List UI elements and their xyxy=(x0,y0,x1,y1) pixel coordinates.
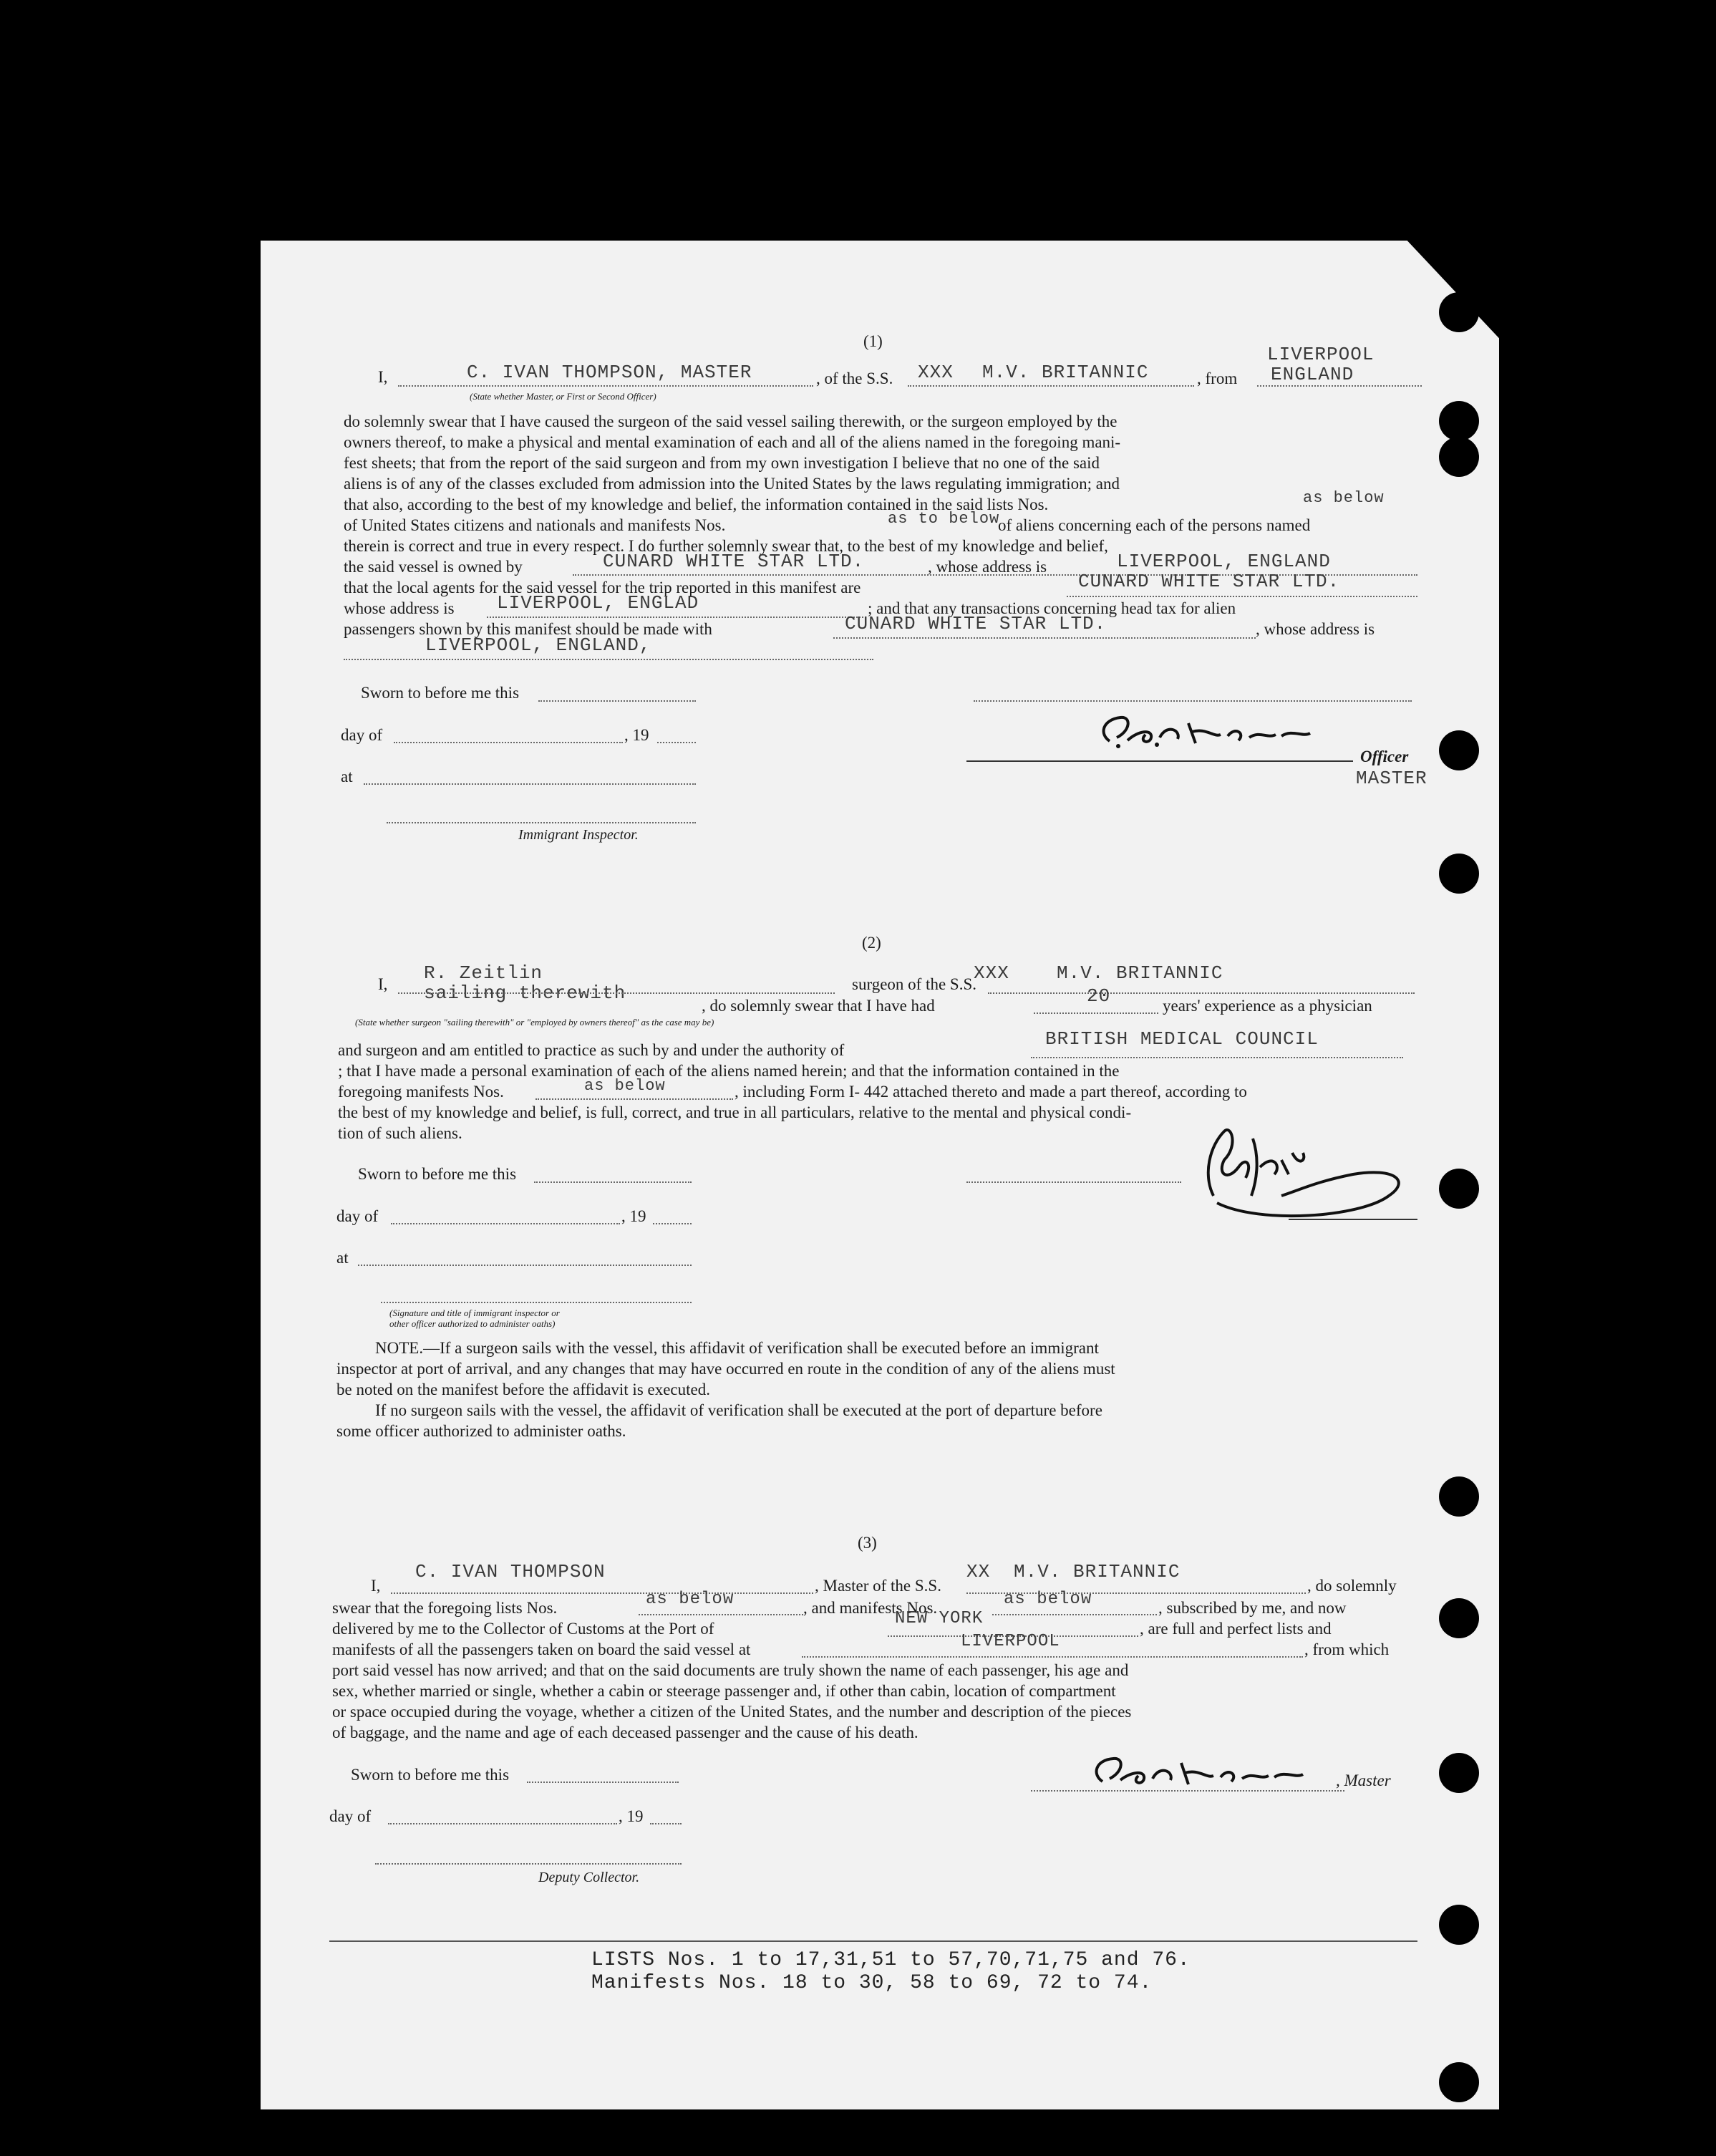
authority-line: and surgeon and am entitled to practice as such by and under the authority of xyxy=(338,1041,845,1059)
from-label: , from xyxy=(1197,369,1238,387)
punch-hole xyxy=(1439,292,1479,332)
sworn-label: Sworn to before me this xyxy=(351,1766,510,1784)
lists-nos-field: as below xyxy=(1303,489,1385,507)
manifests-label: , and manifests Nos. xyxy=(803,1599,938,1617)
note-line: inspector at port of arrival, and any changes that may have occurred en route in the condition of any of the aliens must xyxy=(336,1360,1115,1378)
years-field: 20 xyxy=(1087,985,1111,1007)
owner-address-field: LIVERPOOL, ENGLAND xyxy=(1117,551,1331,572)
from-port-line2: ENGLAND xyxy=(1271,364,1354,385)
surgeon-of-label: surgeon of the S.S. xyxy=(852,975,976,993)
officer-hint: (State whether Master, or First or Second Officer) xyxy=(470,391,656,402)
footer-lists-line: LISTS Nos. 1 to 17,31,51 to 57,70,71,75 and 76. xyxy=(591,1949,1191,1971)
section-number: (1) xyxy=(863,332,883,350)
punch-hole xyxy=(1439,437,1479,477)
whose-address-end: , whose address is xyxy=(1256,620,1375,638)
ss-prefix: XXX xyxy=(974,962,1009,984)
body-line: whose address is xyxy=(344,599,455,617)
punch-hole xyxy=(1439,1476,1479,1517)
swear-text: , do solemnly swear that I have had xyxy=(702,997,935,1015)
signature-hint-2: other officer authorized to administer oaths) xyxy=(389,1318,556,1329)
manifests-nos-field: as below xyxy=(584,1077,666,1095)
punch-hole xyxy=(1439,2062,1479,2102)
status-hint: (State whether surgeon "sailing therewith" or "employed by owners thereof" as the case may be) xyxy=(355,1017,714,1028)
note-line: NOTE.—If a surgeon sails with the vessel, this affidavit of verification shall be executed before an immigrant xyxy=(375,1339,1099,1357)
surgeon-name-field: R. Zeitlin xyxy=(424,962,543,984)
collector-label: Deputy Collector. xyxy=(538,1870,640,1885)
sworn-label: Sworn to before me this xyxy=(361,684,520,702)
owner-field: CUNARD WHITE STAR LTD. xyxy=(603,551,865,572)
body-line: of United States citizens and nationals and manifests Nos. xyxy=(344,516,726,534)
foregoing-label: foregoing manifests Nos. xyxy=(338,1083,504,1101)
head-tax-address-field: LIVERPOOL, ENGLAND, xyxy=(425,634,651,656)
of-the-ss-label: , of the S.S. xyxy=(816,369,893,387)
belief-line: the best of my knowledge and belief, is full, correct, and true in all particulars, relative to the mental and physical condi- xyxy=(338,1103,1132,1121)
inspector-label: Immigrant Inspector. xyxy=(518,827,639,843)
i-label: I, xyxy=(378,975,388,993)
master-label: , Master xyxy=(1336,1771,1391,1789)
body-line: do solemnly swear that I have caused the surgeon of the said vessel sailing therewith, or the surgeon employed by the xyxy=(344,412,1118,430)
body-line: port said vessel has now arrived; and that on the said documents are truly shown the name of each passenger, his age and xyxy=(332,1661,1129,1679)
punch-hole xyxy=(1439,730,1479,770)
delivered-text: delivered by me to the Collector of Customs at the Port of xyxy=(332,1620,714,1638)
form-text: , including Form I- 442 attached thereto and made a part thereof, according to xyxy=(735,1083,1247,1101)
manifests-text: manifests of all the passengers taken on board the said vessel at xyxy=(332,1640,751,1658)
full-text: , are full and perfect lists and xyxy=(1140,1620,1332,1638)
manifests-nos-field: as to below xyxy=(888,510,1000,528)
body-line: the said vessel is owned by xyxy=(344,558,523,576)
officer-title: MASTER xyxy=(1356,768,1427,789)
subscribed-text: , subscribed by me, and now xyxy=(1158,1599,1347,1617)
at-label: at xyxy=(336,1249,349,1267)
sailing-status-field: sailing therewith xyxy=(424,982,626,1004)
head-tax-agent-field: CUNARD WHITE STAR LTD. xyxy=(845,613,1107,634)
footer-manifests-line: Manifests Nos. 18 to 30, 58 to 69, 72 to 74. xyxy=(591,1972,1153,1994)
punch-hole xyxy=(1439,1169,1479,1209)
surgeon-signature xyxy=(1174,1117,1432,1224)
exam-line: ; that I have made a personal examination of each of the aliens named herein; and that the information contained in the xyxy=(338,1062,1120,1080)
section-number: (2) xyxy=(862,934,881,952)
body-line: fest sheets; that from the report of the said surgeon and from my own investigation I believe that no one of the said xyxy=(344,454,1100,472)
signature-hint-1: (Signature and title of immigrant inspector or xyxy=(389,1307,560,1318)
whose-address-label: , whose address is xyxy=(928,558,1047,576)
port-field: NEW YORK xyxy=(895,1609,984,1628)
body-line: owners thereof, to make a physical and mental examination of each and all of the aliens named in the foregoing mani- xyxy=(344,433,1121,451)
departure-port-field: LIVERPOOL xyxy=(961,1632,1060,1651)
body-line: or space occupied during the voyage, whether a citizen of the United States, and the number and description of the pieces xyxy=(332,1703,1132,1721)
ss-prefix: XX xyxy=(966,1561,991,1582)
punch-hole xyxy=(1439,1598,1479,1638)
vessel-name-field: M.V. BRITANNIC xyxy=(1014,1561,1181,1582)
body-line: of baggage, and the name and age of each deceased passenger and the cause of his death. xyxy=(332,1724,918,1741)
head-tax-text: ; and that any transactions concerning head tax for alien xyxy=(868,599,1236,617)
lists-nos-field: as below xyxy=(646,1590,735,1609)
i-label: I, xyxy=(378,368,388,386)
body-line: that also, according to the best of my knowledge and belief, the information contained in the said lists Nos. xyxy=(344,496,1049,513)
note-line: some officer authorized to administer oaths. xyxy=(336,1422,626,1440)
tion-line: tion of such aliens. xyxy=(338,1124,462,1142)
year-label: , 19 xyxy=(619,1807,644,1825)
body-line: therein is correct and true in every respect. I do further solemnly swear that, to the best of my knowledge and belief, xyxy=(344,537,1108,555)
sworn-label: Sworn to before me this xyxy=(358,1165,517,1183)
of-aliens-text: of aliens concerning each of the persons named xyxy=(998,516,1311,534)
i-label: I, xyxy=(371,1577,381,1595)
manifests-nos-field: as below xyxy=(1004,1590,1092,1609)
body-line: that the local agents for the said vessel for the trip reported in this manifest are xyxy=(344,579,861,596)
solemnly-text: , do solemnly xyxy=(1307,1577,1397,1595)
punch-hole xyxy=(1439,1753,1479,1793)
master-name-field: C. IVAN THOMPSON xyxy=(415,1561,606,1582)
master-name-field: C. IVAN THOMPSON, MASTER xyxy=(467,362,752,383)
master-of-label: , Master of the S.S. xyxy=(815,1577,941,1595)
agents-field: CUNARD WHITE STAR LTD. xyxy=(1078,571,1340,592)
at-label: at xyxy=(341,768,353,785)
from-which: , from which xyxy=(1304,1640,1390,1658)
master-signature-1 xyxy=(1088,709,1346,759)
body-line: aliens is of any of the classes excluded from admission into the United States by the laws regulating immigration; and xyxy=(344,475,1120,493)
body-line: passengers shown by this manifest should be made with xyxy=(344,620,712,638)
agents-address-field: LIVERPOOL, ENGLAD xyxy=(497,592,699,614)
day-label: day of xyxy=(336,1207,379,1225)
from-port-line1: LIVERPOOL xyxy=(1267,344,1375,365)
body-line: sex, whether married or single, whether a cabin or steerage passenger and, if other than cabin, location of compartment xyxy=(332,1682,1116,1700)
section-number: (3) xyxy=(858,1534,877,1552)
years-text: years' experience as a physician xyxy=(1163,997,1372,1015)
officer-label: Officer xyxy=(1360,748,1409,765)
vessel-name-field: M.V. BRITANNIC xyxy=(982,362,1149,383)
punch-hole xyxy=(1439,1905,1479,1945)
punch-hole xyxy=(1439,401,1479,441)
day-label: day of xyxy=(329,1807,372,1825)
note-line: If no surgeon sails with the vessel, the affidavit of verification shall be executed at the port of departure before xyxy=(375,1401,1102,1419)
year-label: , 19 xyxy=(624,726,649,744)
footer-rule xyxy=(329,1940,1417,1942)
vessel-name-field: M.V. BRITANNIC xyxy=(1057,962,1223,984)
note-line: be noted on the manifest before the affidavit is executed. xyxy=(336,1381,710,1398)
day-label: day of xyxy=(341,726,383,744)
year-label: , 19 xyxy=(621,1207,646,1225)
authority-field: BRITISH MEDICAL COUNCIL xyxy=(1045,1028,1319,1050)
ss-prefix: XXX xyxy=(918,362,954,383)
punch-hole xyxy=(1439,854,1479,894)
swear-label: swear that the foregoing lists Nos. xyxy=(332,1599,558,1617)
